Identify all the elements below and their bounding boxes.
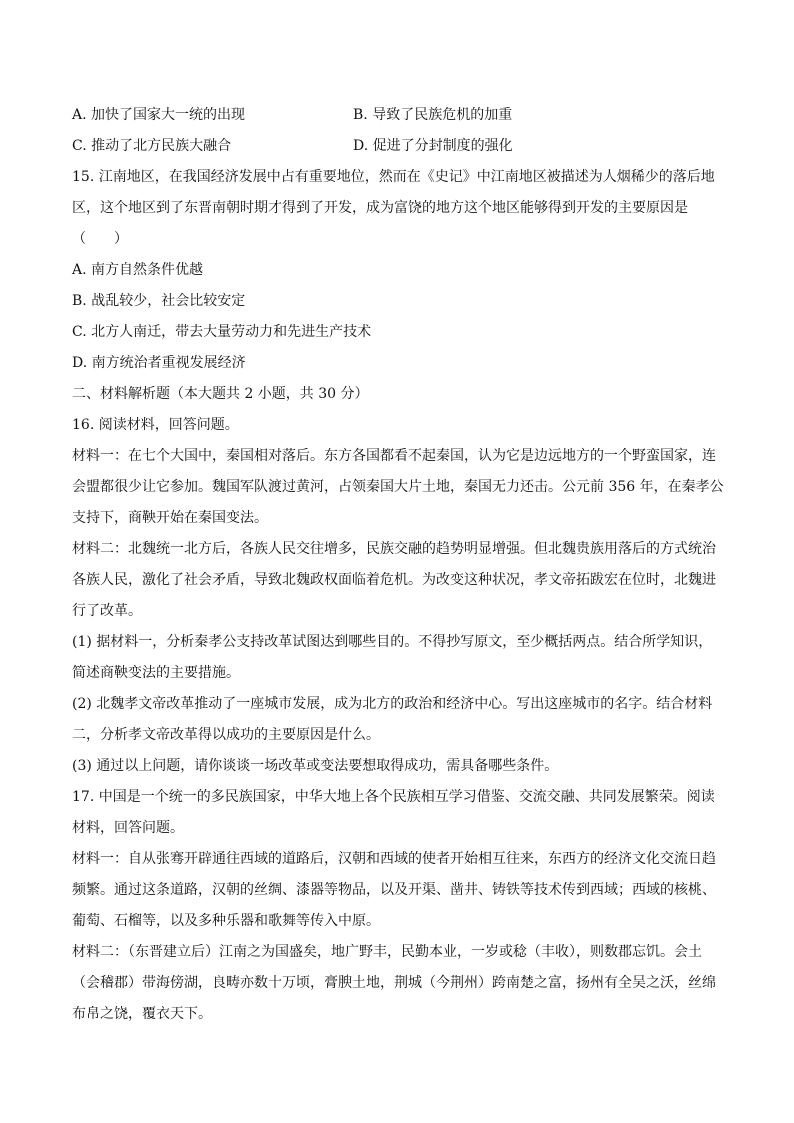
q16-sub3: (3) 通过以上问题，请你谈谈一场改革或变法要想取得成功，需具备哪些条件。 — [72, 758, 559, 774]
q17-material1-line: 材料一：自从张骞开辟通往西域的道路后，汉朝和西域的使者开始相互往来，东西方的经济文化交流日趋 — [72, 851, 716, 867]
q16-material1-line: 会盟都很少让它参加。魏国军队渡过黄河，占领秦国大片土地，秦国无力还击。公元前 356 年，在秦孝公 — [72, 479, 724, 495]
q17-material1-line: 频繁。通过这条道路，汉朝的丝绸、漆器等物品，以及开渠、凿井、铸铁等技术传到西域；西域的核桃、 — [72, 882, 716, 898]
q17-intro-line: 材料，回答问题。 — [72, 820, 184, 836]
q15-option-c[interactable]: C. 北方人南迁，带去大量劳动力和先进生产技术 — [72, 324, 372, 340]
q15-option-b[interactable]: B. 战乱较少，社会比较安定 — [72, 293, 246, 309]
q16-sub2-line: (2) 北魏孝文帝改革推动了一座城市发展，成为北方的政治和经济中心。写出这座城市的名字。结合材料 — [72, 696, 713, 712]
section-title: 二、材料解析题（本大题共 2 小题，共 30 分） — [72, 386, 369, 402]
q15-stem-line: 15. 江南地区，在我国经济发展中占有重要地位，然而在《史记》中江南地区被描述为人烟稀少的落后地 — [72, 169, 715, 185]
q17-material2-line: （会稽郡）带海傍湖，良畴亦数十万顷，膏腴土地，荆城（今荆州）跨南楚之富，扬州有全吴之沃，丝绵 — [72, 975, 716, 991]
q16-material2-line: 各族人民，激化了社会矛盾，导致北魏政权面临着危机。为改变这种状况，孝文帝拓跋宏在位时，北魏进 — [72, 572, 716, 588]
q16-sub1-line: (1) 据材料一，分析秦孝公支持改革试图达到哪些目的。不得抄写原文，至少概括两点。结合所学知识， — [72, 634, 713, 650]
q15-stem-line: 区，这个地区到了东晋南朝时期才得到了开发，成为富饶的地方这个地区能够得到开发的主要原因是 — [72, 200, 688, 216]
option-c[interactable]: C. 推动了北方民族大融合 — [72, 138, 232, 154]
q16-sub1-line: 简述商鞅变法的主要措施。 — [72, 665, 240, 681]
option-d[interactable]: D. 促进了分封制度的强化 — [353, 138, 513, 154]
exam-page — [72, 100, 722, 1030]
q15-option-a[interactable]: A. 南方自然条件优越 — [72, 262, 204, 278]
option-b[interactable]: B. 导致了民族危机的加重 — [353, 107, 513, 123]
q16-material2-line: 行了改革。 — [72, 603, 142, 619]
q14-options-row-2 — [72, 131, 722, 162]
q17-material2-line: 布帛之饶，覆衣天下。 — [72, 1006, 212, 1022]
q16-material2-line: 材料二：北魏统一北方后，各族人民交往增多，民族交融的趋势明显增强。但北魏贵族用落后的方式统治 — [72, 541, 716, 557]
q16-intro: 16. 阅读材料，回答问题。 — [72, 417, 239, 433]
q17-material1-line: 葡萄、石榴等，以及多种乐器和歌舞等传入中原。 — [72, 913, 380, 929]
q16-sub2-line: 二，分析孝文帝改革得以成功的主要原因是什么。 — [72, 727, 380, 743]
q17-material2-line: 材料二：（东晋建立后）江南之为国盛矣，地广野丰，民勤本业，一岁或稔（丰收），则数郡忘饥。会土 — [72, 944, 702, 960]
q15-answer-blank: （ ） — [72, 231, 128, 247]
q16-material1-line: 材料一：在七个大国中，秦国相对落后。东方各国都看不起秦国，认为它是边远地方的一个野蛮国家，连 — [72, 448, 716, 464]
q16-material1-line: 支持下，商鞅开始在秦国变法。 — [72, 510, 268, 526]
q14-options-row-1 — [72, 100, 722, 131]
option-a[interactable]: A. 加快了国家大一统的出现 — [72, 107, 246, 123]
q17-intro-line: 17. 中国是一个统一的多民族国家，中华大地上各个民族相互学习借鉴、交流交融、共同发展繁荣。阅读 — [72, 789, 715, 805]
q15-option-d[interactable]: D. 南方统治者重视发展经济 — [72, 355, 246, 371]
